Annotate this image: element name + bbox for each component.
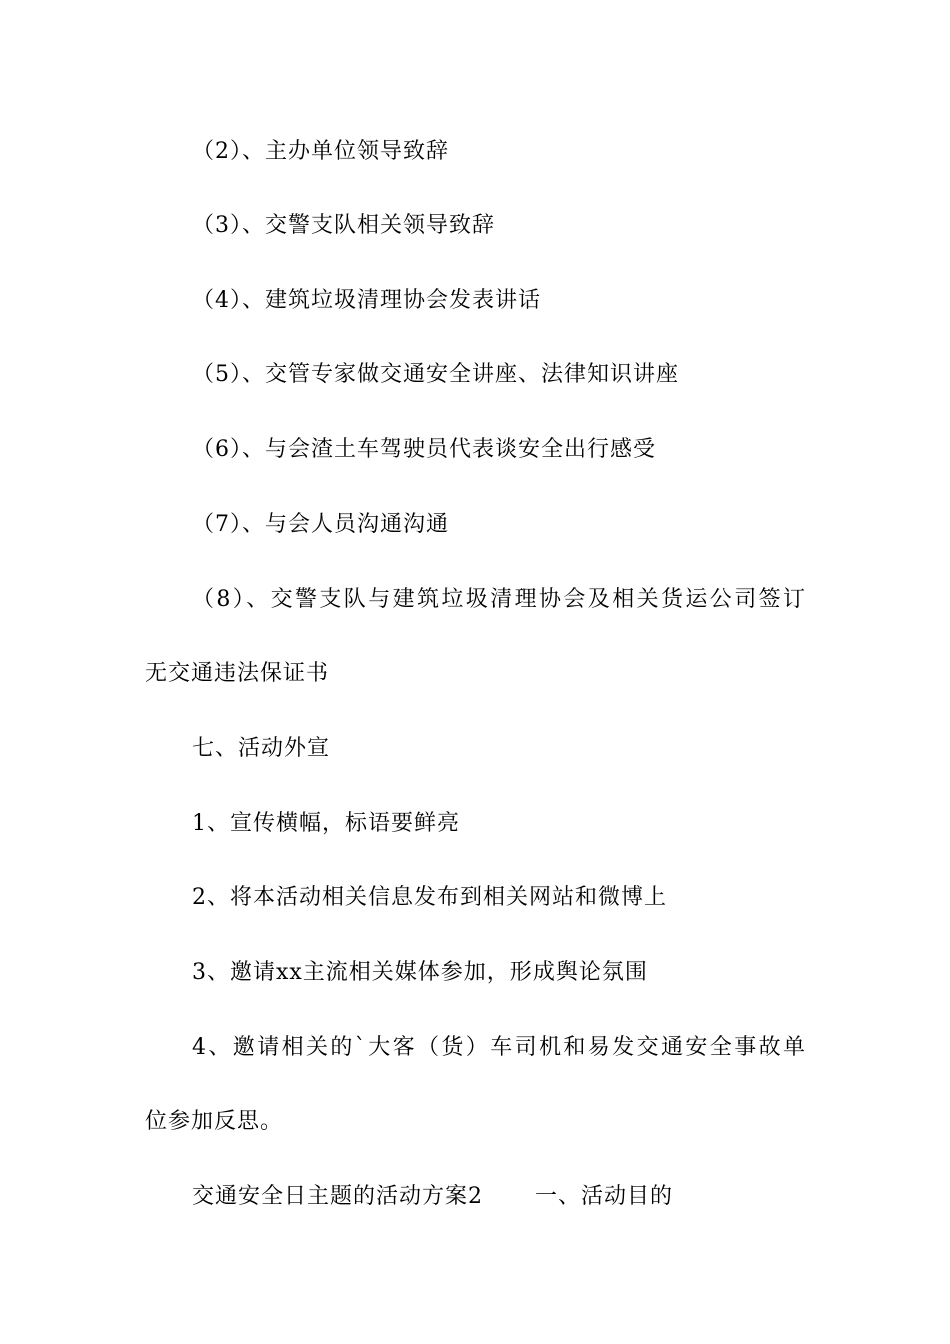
section-heading-purpose: 一、活动目的 — [535, 1184, 674, 1209]
agenda-item-6: （6）、与会渣土车驾驶员代表谈安全出行感受 — [192, 437, 656, 462]
plan-2-heading-line — [192, 1182, 673, 1212]
publicity-item-4-continued: 位参加反思。 — [145, 1109, 284, 1134]
agenda-item-7: （7）、与会人员沟通沟通 — [192, 512, 449, 537]
publicity-item-4: 4、邀请相关的`大客（货）车司机和易发交通安全事故单 — [192, 1035, 808, 1060]
agenda-item-4: （4）、建筑垃圾清理协会发表讲话 — [192, 288, 541, 313]
agenda-item-8-continued: 无交通违法保证书 — [145, 661, 330, 686]
publicity-item-3: 3、邀请xx主流相关媒体参加，形成舆论氛围 — [192, 960, 648, 985]
agenda-item-5: （5）、交管专家做交通安全讲座、法律知识讲座 — [192, 362, 679, 387]
agenda-item-8: （8）、交警支队与建筑垃圾清理协会及相关货运公司签订 — [192, 587, 808, 612]
section-heading-publicity: 七、活动外宣 — [192, 736, 331, 761]
plan-2-title: 交通安全日主题的活动方案2 — [192, 1184, 483, 1209]
publicity-item-2: 2、将本活动相关信息发布到相关网站和微博上 — [192, 885, 667, 910]
agenda-item-3: （3）、交警支队相关领导致辞 — [192, 213, 495, 238]
publicity-item-1: 1、宣传横幅，标语要鲜亮 — [192, 811, 460, 836]
agenda-item-2: （2）、主办单位领导致辞 — [192, 139, 449, 164]
